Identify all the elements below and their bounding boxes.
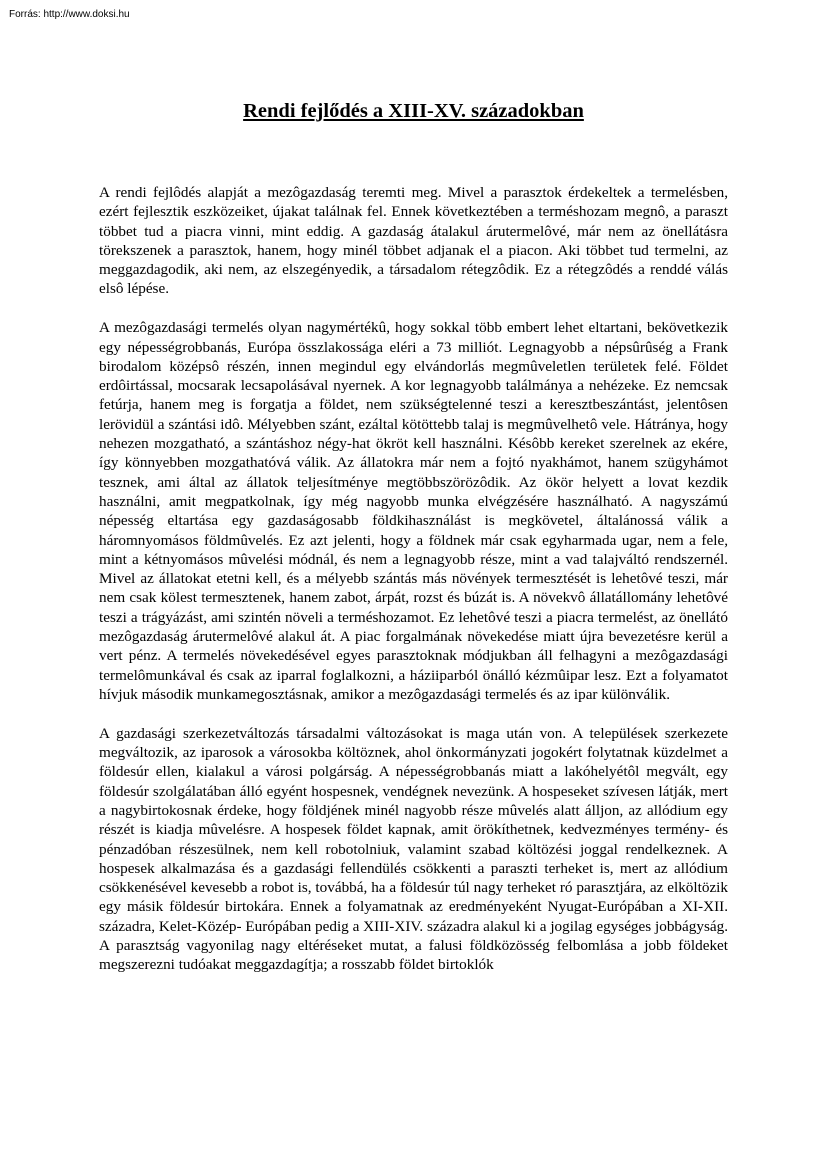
source-link[interactable]: Forrás: http://www.doksi.hu <box>9 9 130 20</box>
paragraph-2: A mezôgazdasági termelés olyan nagymértékû, hogy sokkal több embert lehet eltartani, bekövetkezik egy népességrobbanás, Európa összlakossága eléri a 73 milliót. Legnagyobb a népsûrûség a Frank birodalom középsô részén, innen megindul egy elvándorlás megmûveletlen területek felé. Földet erdôirtással, mocsarak lecsapolásával nyernek. A kor legnagyobb találmánya a nehézeke. Ez nemcsak fetúrja, hanem meg is forgatja a földet, nem szükségtelenné teszi a keresztbeszántást, jelentôsen lerövidül a szántási idô. Mélyebben szánt, ezáltal kötöttebb talaj is megmûvelhetô vele. Hátránya, hogy nehezen mozgatható, a szántáshoz négy-hat ökröt kell használni. Késôbb kereket szerelnek az ekére, így könnyebben mozgathatóvá válik. Az állatokra már nem a fojtó nyakhámot, hanem szügyhámot tesznek, ami által az állatok teljesítménye megtöbbszörözôdik. Az ökör helyett a lovat kezdik használni, amit megpatkolnak, így még nagyobb munka elvégzésére használható. A nagyszámú népesség eltartása egy gazdaságosabb földkihasználást is megkövetel, általánossá válik a háromnyomásos földmûvelés. Ez azt jelenti, hogy a földnek már csak egyharmada ugar, nem a fele, mint a kétnyomásos mûvelési módnál, és nem a legnagyobb része, mint a vad talajváltó rendszernél. Mivel az állatokat etetni kell, és a mélyebb szántás más növények termesztését is lehetôvé teszi, már nem csak kölest termesztenek, hanem zabot, árpát, rozst és búzát is. A növekvô állatállomány lehetôvé teszi a trágyázást, ami szintén növeli a terméshozamot. Ez lehetôvé teszi a piacra termelést, az önellátó mezôgazdaság árutermelôvé alakul át. A piac forgalmának növekedése miatt újra bevezetésre kerül a vert pénz. A termelés növekedésével egyes parasztoknak módjukban áll felhagyni a mezôgazdasági termelômunkával és csak az iparral foglalkozni, a háziiparból önálló kézmûipar lesz. Ezt a folyamatot hívjuk második munkamegosztásnak, amikor a mezôgazdasági termelés és az ipar különválik. <box>99 319 728 703</box>
document-body <box>99 183 728 994</box>
paragraph-3: A gazdasági szerkezetváltozás társadalmi változásokat is maga után von. A települések szerkezete megváltozik, az iparosok a városokba költöznek, ahol önkormányzati jogokért folytatnak küzdelmet a földesúr ellen, kialakul a városi polgárság. A népességrobbanás miatt a lakóhelyétôl megvált, egy földesúr szolgálatában álló egyént hospesnek, vendégnek nevezünk. A hospeseket szívesen látják, mert a nagybirtokosnak érdeke, hogy földjének minél nagyobb része mûvelés alatt álljon, az allódium egy részét is kiadja mûvelésre. A hospesek földet kapnak, amit örökíthetnek, kedvezményes termény- és pénzadóban részesülnek, nem kell robotolniuk, valamint szabad költözési joggal rendelkeznek. A hospesek alkalmazása és a gazdasági fellendülés csökkenti a paraszti terheket is, mert az allódium csökkenésével kevesebb a robot is, továbbá, ha a földesúr túl nagy terheket ró parasztjára, az elköltözik egy másik földesúr birtokára. Ennek a folyamatnak az eredményeként Nyugat-Európában a XI-XII. századra, Kelet-Közép- Európában pedig a XIII-XIV. századra alakul ki a jogilag egységes jobbágyság. A parasztság vagyonilag nagy eltéréseket mutat, a falusi földközösség felbomlása a jobb földeket megszerezni tudóakat meggazdagítja; a rosszabb földet birtoklók <box>99 724 728 974</box>
paragraph-1: A rendi fejlôdés alapját a mezôgazdaság teremti meg. Mivel a parasztok érdekeltek a termelésben, ezért fejlesztik eszközeiket, újakat találnak fel. Ennek következtében a terméshozam megnô, a paraszt többet tud a piacra vinni, mint eddig. A gazdaság átalakul árutermelôvé, már nem az önellátásra törekszenek a parasztok, hanem, hogy minél többet adjanak el a piacon. Aki többet tud termelni, az meggazdagodik, aki nem, az elszegényedik, a társadalom rétegzôdik. Ez a rétegzôdés a renddé válás elsô lépése. <box>99 184 728 298</box>
page-title: Rendi fejlődés a XIII-XV. századokban <box>243 100 584 122</box>
